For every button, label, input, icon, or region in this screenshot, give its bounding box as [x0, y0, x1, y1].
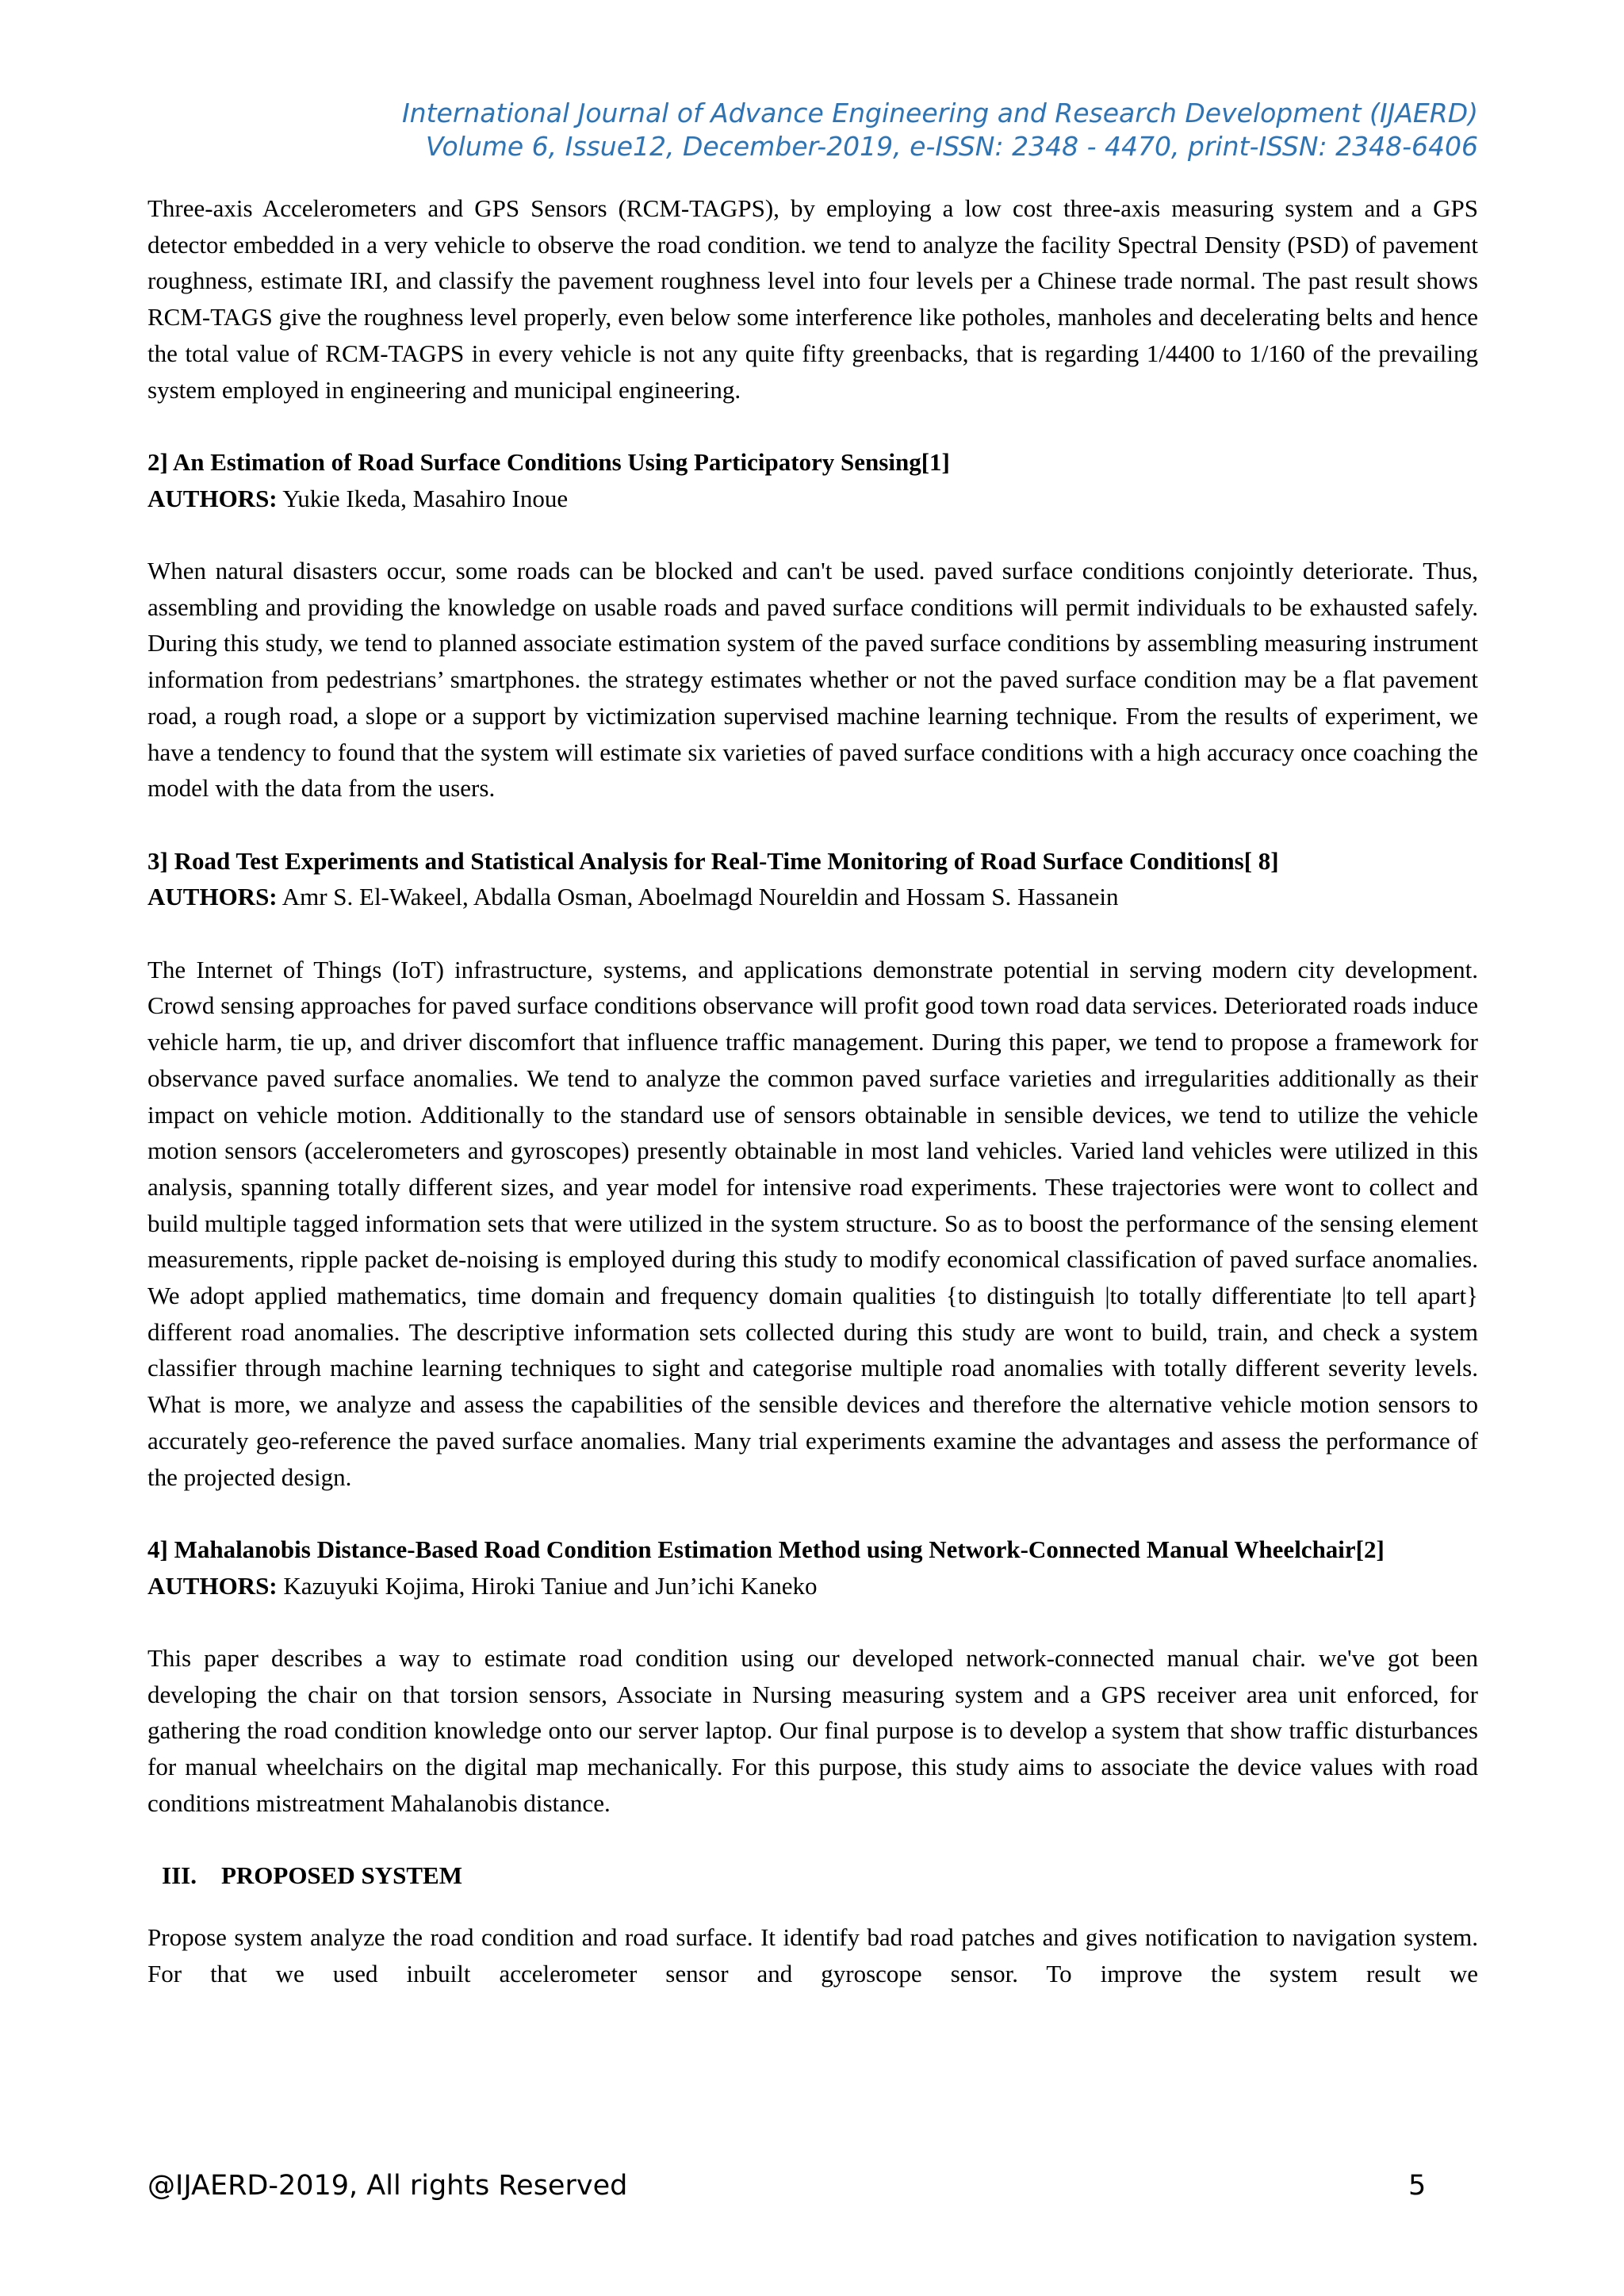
footer-copyright: @IJAERD-2019, All rights Reserved	[147, 2170, 628, 2202]
reference-authors	[147, 1568, 1478, 1604]
authors-label: AUTHORS:	[147, 484, 278, 512]
authors-names: Yukie Ikeda, Masahiro Inoue	[282, 484, 569, 512]
reference-title: 3] Road Test Experiments and Statistical Analysis for Real-Time Monitoring of Road Surface Conditions[ 8]	[147, 846, 1279, 875]
reference-authors	[147, 481, 1478, 517]
section-paragraph: Propose system analyze the road condition and road surface. It identify bad road patches and gives notification to navigation system. For that we used inbuilt accelerometer sensor and gyroscope sensor. To improve the system result we	[147, 1922, 1478, 1987]
section-heading: III. PROPOSED SYSTEM	[162, 1861, 462, 1890]
journal-title-line: International Journal of Advance Engineering and Research Development (IJAERD)	[401, 98, 1478, 128]
intro-paragraph: Three-axis Accelerometers and GPS Sensors (RCM-TAGPS), by employing a low cost three-axis measuring system and a GPS detector embedded in a very vehicle to observe the road condition. we tend to analyze the facility Spectral Density (PSD) of pavement roughness, estimate IRI, and classify the pavement roughness level into four levels per a Chinese trade normal. The past result shows RCM-TAGS give the roughness level properly, even below some interference like potholes, manholes and decelerating belts and hence the total value of RCM-TAGPS in every vehicle is not any quite fifty greenbacks, that is regarding 1/4400 to 1/160 of the prevailing system employed in engineering and municipal engineering.	[147, 194, 1478, 404]
reference-title: 2] An Estimation of Road Surface Conditions Using Participatory Sensing[1]	[147, 447, 950, 476]
page-number: 5	[1408, 2170, 1427, 2202]
authors-names: Kazuyuki Kojima, Hiroki Taniue and Jun’ichi Kaneko	[283, 1571, 818, 1600]
authors-label: AUTHORS:	[147, 883, 278, 911]
journal-volume-line: Volume 6, Issue12, December-2019, e-ISSN: 2348 - 4470, print-ISSN: 2348-6406	[425, 131, 1478, 162]
main-content	[147, 190, 1478, 1991]
reference-abstract: The Internet of Things (IoT) infrastructure, systems, and applications demonstrate potential in serving modern city development. Crowd sensing approaches for paved surface conditions observance will profit good town road data services. Deteriorated roads induce vehicle harm, tie up, and driver discomfort that influence traffic management. During this paper, we tend to propose a framework for observance paved surface anomalies. We tend to analyze the common paved surface varieties and irregularities additionally as their impact on vehicle motion. Additionally to the standard use of sensors obtainable in sensible devices, we tend to utilize the vehicle motion sensors (accelerometers and gyroscopes) presently obtainable in most land vehicles. Varied land vehicles were utilized in this analysis, spanning totally different sizes, and year model for intensive road experiments. These trajectories were wont to collect and build multiple tagged information sets that were utilized in the system structure. So as to boost the performance of the sensing element measurements, ripple packet de-noising is employed during this study to modify economical classification of paved surface anomalies. We adopt applied mathematics, time domain and frequency domain qualities {to distinguish |to totally differentiate |to tell apart} different road anomalies. The descriptive information sets collected during this study are wont to build, train, and check a system classifier through machine learning techniques to sight and categorise multiple road anomalies with totally different severity levels. What is more, we analyze and assess the capabilities of the sensible devices and therefore the alternative vehicle motion sensors to accurately geo-reference the paved surface anomalies. Many trial experiments examine the advantages and assess the performance of the projected design.	[147, 955, 1478, 1491]
journal-header	[147, 97, 1478, 163]
reference-abstract: This paper describes a way to estimate road condition using our developed network-connected manual chair. we've got been developing the chair on that torsion sensors, Associate in Nursing measuring system and a GPS receiver area unit enforced, for gathering the road condition knowledge onto our server laptop. Our final purpose is to develop a system that show traffic disturbances for manual wheelchairs on the digital map mechanically. For this purpose, this study aims to associate the device values with road conditions mistreatment Mahalanobis distance.	[147, 1644, 1478, 1817]
reference-abstract: When natural disasters occur, some roads can be blocked and can't be used. paved surface conditions conjointly deteriorate. Thus, assembling and providing the knowledge on usable roads and paved surface conditions will permit individuals to be exhausted safely. During this study, we tend to planned associate estimation system of the paved surface conditions by assembling measuring instrument information from pedestrians’ smartphones. the strategy estimates whether or not the paved surface condition may be a flat pavement road, a rough road, a slope or a support by victimization supervised machine learning technique. From the results of experiment, we have a tendency to found that the system will estimate six varieties of paved surface conditions with a high accuracy once coaching the model with the data from the users.	[147, 557, 1478, 803]
authors-names: Amr S. El-Wakeel, Abdalla Osman, Aboelmagd Noureldin and Hossam S. Hassanein	[282, 883, 1119, 911]
authors-label: AUTHORS:	[147, 1571, 278, 1600]
reference-authors	[147, 879, 1478, 915]
reference-title: 4] Mahalanobis Distance-Based Road Condition Estimation Method using Network-Connected Manual Wheelchair[2]	[147, 1535, 1385, 1563]
